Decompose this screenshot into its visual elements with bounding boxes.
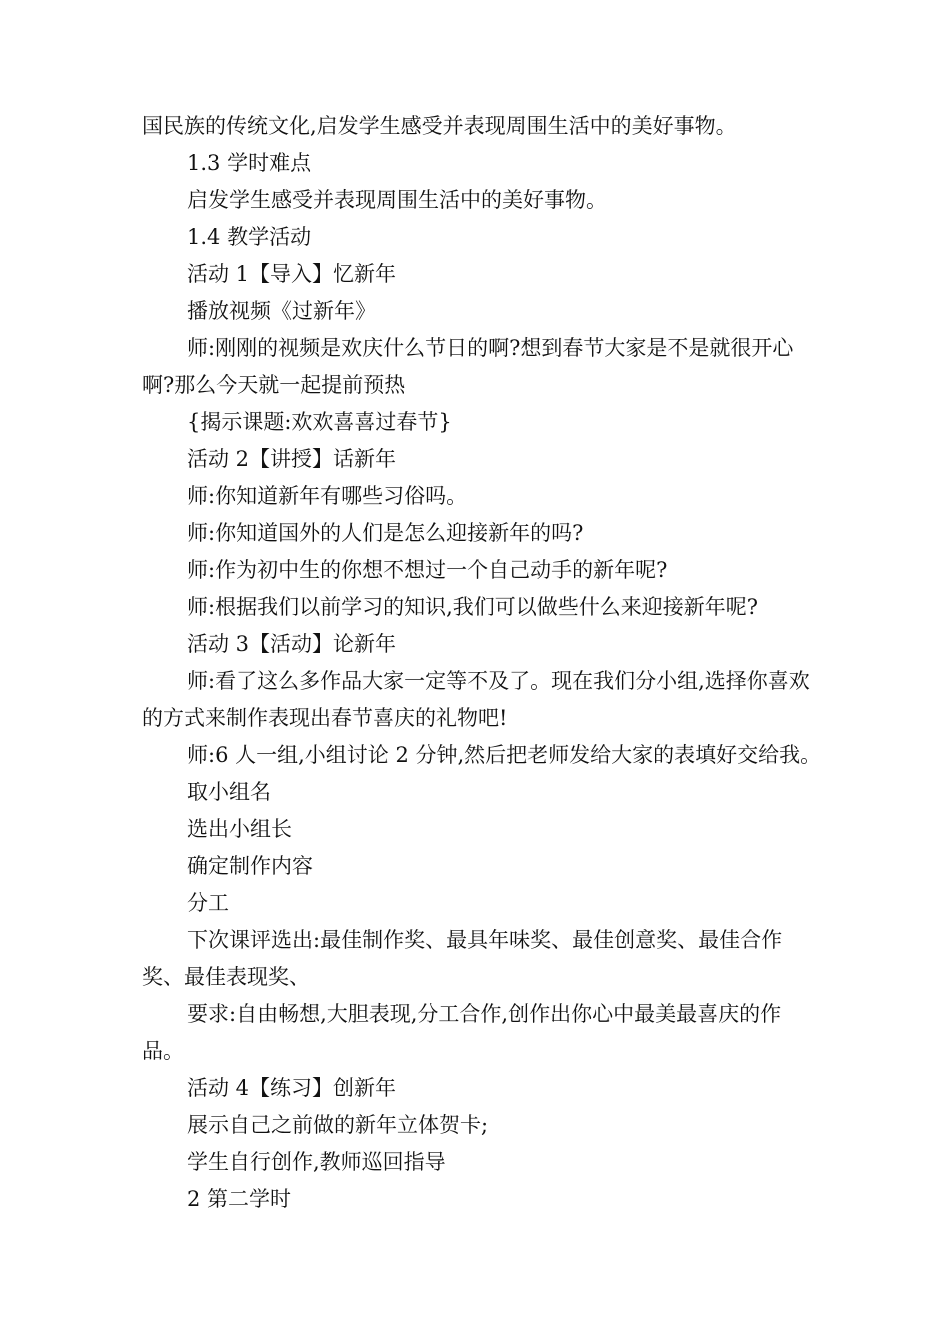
paragraph: 展示自己之前做的新年立体贺卡;	[187, 1113, 489, 1137]
paragraph: 师:作为初中生的你想不想过一个自己动手的新年呢?	[187, 558, 668, 582]
activity-heading: 活动 1【导入】忆新年	[187, 262, 397, 286]
activity-heading: 活动 2【讲授】话新年	[187, 447, 397, 471]
paragraph: 播放视频《过新年》	[187, 299, 376, 323]
section-heading: 1.3 学时难点	[187, 151, 312, 175]
paragraph: 师:刚刚的视频是欢庆什么节日的啊?想到春节大家是不是就很开心啊?那么今天就一起提前预热	[142, 336, 794, 397]
paragraph: 要求:自由畅想,大胆表现,分工合作,创作出你心中最美最喜庆的作品。	[142, 1002, 782, 1063]
list-item: 确定制作内容	[187, 854, 313, 878]
paragraph: 师:6 人一组,小组讨论 2 分钟,然后把老师发给大家的表填好交给我。	[187, 743, 822, 767]
paragraph: 师:根据我们以前学习的知识,我们可以做些什么来迎接新年呢?	[187, 595, 759, 619]
section-heading: 1.4 教学活动	[187, 225, 312, 249]
paragraph: 学生自行创作,教师巡回指导	[187, 1150, 446, 1174]
section-heading: 2 第二学时	[187, 1187, 292, 1211]
paragraph: 下次课评选出:最佳制作奖、最具年味奖、最佳创意奖、最佳合作奖、最佳表现奖、	[142, 928, 783, 989]
list-item: 选出小组长	[187, 817, 292, 841]
list-item: 取小组名	[187, 780, 271, 804]
activity-heading: 活动 4【练习】创新年	[187, 1076, 397, 1100]
paragraph: 师:看了这么多作品大家一定等不及了。现在我们分小组,选择你喜欢的方式来制作表现出春节喜庆的礼物吧!	[142, 669, 810, 730]
paragraph: 启发学生感受并表现周围生活中的美好事物。	[187, 188, 607, 212]
paragraph: 师:你知道国外的人们是怎么迎接新年的吗?	[187, 521, 584, 545]
document-body	[142, 108, 822, 1218]
paragraph: 师:你知道新年有哪些习俗吗。	[187, 484, 468, 508]
list-item: 分工	[187, 891, 229, 915]
paragraph: 国民族的传统文化,启发学生感受并表现周围生活中的美好事物。	[142, 114, 737, 138]
paragraph: {揭示课题:欢欢喜喜过春节}	[187, 410, 452, 434]
activity-heading: 活动 3【活动】论新年	[187, 632, 397, 656]
